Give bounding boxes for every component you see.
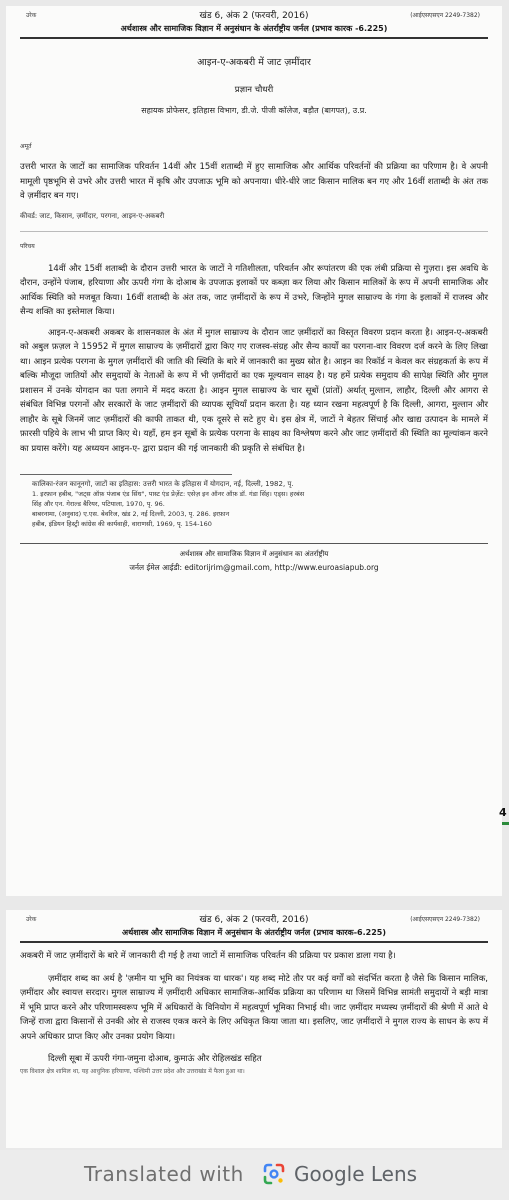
author-name: प्रज्ञान चौधरी [234, 85, 274, 95]
header-issn: (आईएसएसएन 2249-7382) [410, 916, 480, 923]
footnote-2: 1. इरफ़ान हबीब, "जट्स ऑफ़ पंजाब एंड सिंध", पास्ट एंड प्रेज़ेंट: एसेज़ इन ऑनर ऑफ़ डॉ. गंडा सिंह। एड्स। हरबंस [32, 490, 305, 498]
intro-paragraph-1: 14वीं और 15वीं शताब्दी के दौरान उत्तरी भारत के जाटों ने गतिशीलता, परिवर्तन और रूपांतरण की एक लंबी प्रक्रिया से गुज़रा। इस अवधि के दौरान, उन्होंने पंजाब, हरियाणा और ऊपरी गंगा के दोआब के उपजाऊ इलाकों पर कब्ज़ा कर लिया और किसान मालिकों के रूप में अपनी सामाजिक और आर्थिक स्थिति को मजबूत किया। 16वीं शताब्दी के अंत तक, जाट ज़मींदारों के रूप में उभरे, जिन्होंने मुगल साम्राज्य के गंगा के इलाकों में राजस्व और सैन्य शक्ति का इस्तेमाल किया। [20, 263, 488, 317]
page-header [6, 6, 502, 22]
footnote-rule [20, 474, 232, 475]
google-lens-brand: Google Lens [294, 1162, 418, 1186]
intro-paragraph-2: आइन-ए-अकबरी अकबर के शासनकाल के अंत में मुगल साम्राज्य के दौरान जाट ज़मींदारों का विस्तृत विवरण प्रदान करता है। आइन-ए-अकबरी को अबुल फ़ज़ल ने 15952 में मुगल साम्राज्य के ज़मींदारों द्वारा किए गए राजस्व-संग्रह और सैन्य कार्यों का परगना-वार विवरण दर्ज करने के लिए लिखा था। आइन प्रत्येक परगना के मुगल ज़मींदारों की जाति की स्थिति के बारे में जानकारी का मुख्य स्रोत है। आइन का रिकॉर्ड न केवल कर संग्रहकर्ता के रूप में बल्कि मौजूदा जातियों और समुदायों के नेताओं के रूप में भी ज़मींदारों का एक मूल्यवान साक्ष्य है। यह हमें प्रत्येक समुदाय की सापेक्ष स्थिति और मुगल प्रशासन में उनके योगदान का पता लगाने में मदद करता है। आइन मुगल साम्राज्य के चार सूबों (प्रांतों) अर्थात् मुल्तान, लाहौर, दिल्ली और आगरा से संबंधित विभिन्न परगनों और सरकारों के जाट ज़मींदारों की व्यापक सूचियाँ प्रदान करता है। यह ध्यान रखना महत्वपूर्ण है कि दिल्ली, आगरा, मुल्तान और लाहौर के सूबे जिनमें जाट ज़मींदारों की काफी ताकत थी, एक दूसरे से सटे हुए थे। इस क्षेत्र में, जाटों ने बेहतर सिंचाई और खाद्य उत्पादन के मामले में फ़ारसी पहिये के लाभ भी प्राप्त किए थे। यहाँ, हम इन सूबों के प्रत्येक परगना के साक्ष्य का विश्लेषण करने और जाट ज़मींदारों की स्थिति का मूल्यांकन करने का प्रयास करेंगे। यह अध्ययन आइन-ए- द्वारा प्रदान की गई जानकारी की प्रकृति से संबंधित है। [20, 327, 488, 454]
header-issue: खंड 6, अंक 2 (फरवरी, 2016) [199, 915, 309, 925]
page-number: 4 [499, 806, 507, 819]
delhi-suba-paragraph-cut: एक विशाल क्षेत्र शामिल था, यह आधुनिक हरियाणा, पश्चिमी उत्तर प्रदेश और उत्तराखंड में फैला हुआ था। [20, 1067, 245, 1075]
header-issn: (आईएसएसएन 2249-7382) [410, 12, 480, 19]
abstract-text: उत्तरी भारत के जाटों का सामाजिक परिवर्तन 14वीं और 15वीं शताब्दी में हुए सामाजिक और आर्थिक परिवर्तनों की प्रक्रिया का परिणाम है। वे अपनी मामूली पृष्ठभूमि से उभरे और उत्तरी भारत में कृषि और उपजाऊ भूमि को अपनाया। धीरे-धीरे जाट किसान मालिक बन गए और 16वीं शताब्दी के अंत तक वे ज़मींदार बन गए। [20, 162, 488, 201]
google-lens-icon [262, 1162, 286, 1186]
keywords: कीवर्ड: जाट, किसान, ज़मींदार, परगना, आइन-ए-अकबरी [20, 211, 165, 220]
header-journal: अर्थशास्त्र और सामाजिक विज्ञान में अनुसंधान के अंतर्राष्ट्रीय जर्नल (प्रभाव कारक -6.225) [120, 24, 388, 33]
page-header [6, 910, 502, 926]
footer-journal: अर्थशास्त्र और सामाजिक विज्ञान में अनुसंधान का अंतर्राष्ट्रीय [179, 550, 329, 558]
document-page-1 [6, 6, 502, 896]
author-affiliation: सहायक प्रोफेसर, इतिहास विभाग, डी.जे. पीजी कॉलेज, बड़ौत (बागपत), उ.प्र. [141, 106, 367, 115]
header-issue: खंड 6, अंक 2 (फरवरी, 2016) [199, 11, 309, 21]
page-side-marker [502, 822, 509, 825]
footer-contact: जर्नल ईमेल आईडी: editorijrim@gmail.com, http://www.euroasiapub.org [129, 563, 379, 572]
header-rule [20, 37, 488, 39]
translation-banner [0, 1150, 509, 1200]
abstract-label: अमूर्त [20, 143, 32, 150]
footer-rule [20, 543, 488, 544]
document-page-2 [6, 910, 502, 1148]
translated-with-text: Translated with [84, 1162, 244, 1186]
delhi-suba-paragraph: दिल्ली सूबा में ऊपरी गंगा-जमुना दोआब, कुमाऊं और रोहिलखंड सहित [48, 1054, 262, 1064]
zamindar-paragraph: ज़मींदार शब्द का अर्थ है 'ज़मीन या भूमि का नियंत्रक या धारक'। यह शब्द मोटे तौर पर कई वर्गों को संदर्भित करता है जैसे कि किसान मालिक, ज़मींदार और स्वायत्त सरदार। मुगल साम्राज्य में ज़मींदारी अधिकार सामाजिक-आर्थिक प्रक्रिया का परिणाम था जिसमें विभिन्न सामंती समुदायों ने बड़ी मात्रा में भूमि प्राप्त करने और परिणामस्वरूप भूमि में अधिकारों के विनियोग में महत्वपूर्ण भूमिका निभाई थी। जाट ज़मींदार मध्यस्थ ज़मींदारों की श्रेणी में आते थे जिन्हें राजा द्वारा किसानों से उनकी ओर से राजस्व एकत्र करने के लिए अधिकृत किया जाता था। इसलिए, जाट ज़मींदारों ने मुगल राज्य के साधन के रूप में अपने अधिकार प्राप्त किए और उनका प्रयोग किया। [20, 973, 488, 1042]
article-title: आइन-ए-अकबरी में जाट ज़मींदार [197, 57, 311, 68]
header-left: उरेक [26, 916, 37, 923]
footnote-5: हबीब, इंडियन हिस्ट्री कांग्रेस की कार्यवाही, वाराणसी, 1969, पृ. 154-160 [32, 520, 212, 528]
footnote-1: कालिका-रंजन कानूनगो, जाटों का इतिहास: उत्तरी भारत के इतिहास में योगदान, नई, दिल्ली, 1982, पृ. [32, 480, 294, 488]
footnote-3: सिंह और एन. गेराल्ड बैरियर, पटियाला, 1970, पृ. 96. [32, 500, 165, 508]
intro-label: परिचय [20, 242, 35, 250]
footnote-4: बाबरनामा, (अनुवाद) ए.एस. बेवरिज, खंड 2, नई दिल्ली, 2003, पृ. 286. इरफ़ान [32, 510, 230, 518]
header-journal: अर्थशास्त्र और सामाजिक विज्ञान में अनुसंधान के अंतर्राष्ट्रीय जर्नल (प्रभाव कारक-6.225) [121, 928, 386, 937]
section-divider [20, 231, 488, 232]
header-left: उरेक [26, 12, 37, 19]
continued-paragraph: अकबरी में जाट ज़मींदारों के बारे में जानकारी दी गई है तथा जाटों में सामाजिक परिवर्तन की प्रक्रिया पर प्रकाश डाला गया है। [20, 951, 396, 961]
